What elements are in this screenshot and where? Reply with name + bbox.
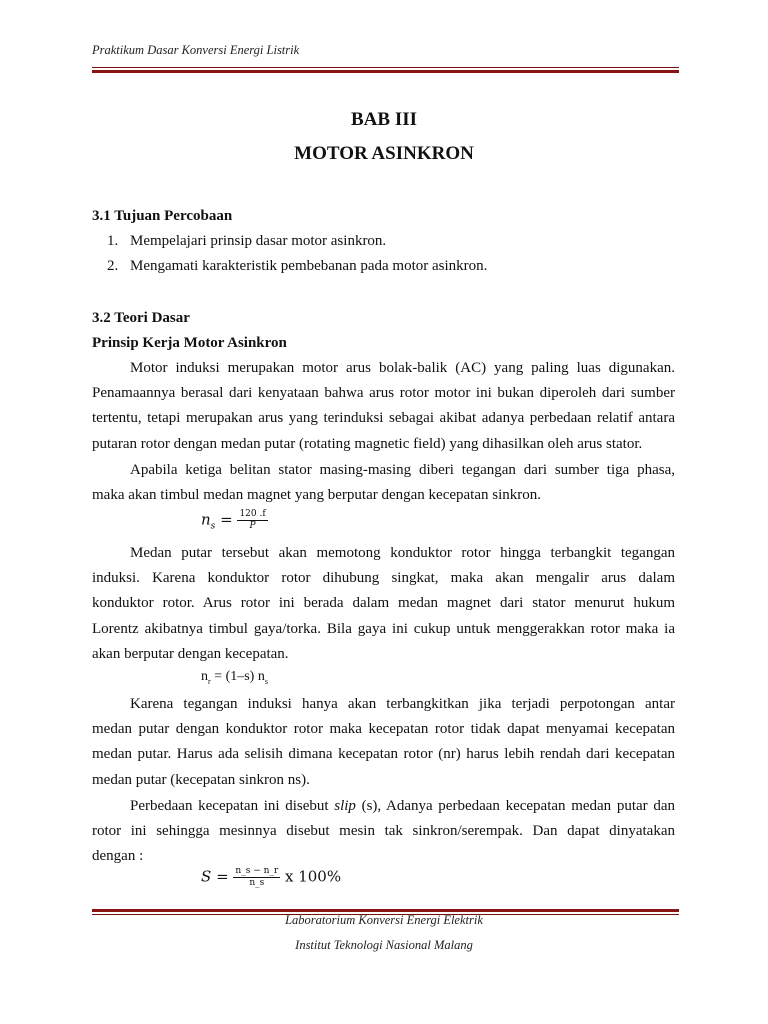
- formula-slip: S = $\frac{n\_s - n\_r}{n\_s}$ x 100%: [201, 866, 342, 888]
- footer-lab-name: Laboratorium Konversi Energi Elektrik: [285, 913, 483, 927]
- section-heading-tujuan: 3.1 Tujuan Percobaan: [92, 208, 233, 224]
- list-item: 2. Mengamati karakteristik pembebanan pada motor asinkron.: [107, 258, 488, 274]
- chapter-title: MOTOR ASINKRON: [294, 143, 474, 164]
- paragraph-5: Perbedaan kecepatan ini disebut slip (s), Adanya perbedaan kecepatan medan putar dan rotor ini sehingga mesinnya disebut mesin tak sinkron/serempak. Dan dapat dinyatakan dengan :: [92, 798, 675, 865]
- header-rule-thin: [92, 67, 679, 68]
- page-header: Praktikum Dasar Konversi Energi Listrik: [92, 43, 300, 57]
- chapter-number: BAB III: [351, 109, 417, 130]
- paragraph-2: Apabila ketiga belitan stator masing-masing diberi tegangan dari sumber tiga phasa, maka akan timbul medan magnet yang berputar dengan kecepatan sinkron.: [92, 462, 675, 504]
- paragraph-3: Medan putar tersebut akan memotong konduktor rotor hingga terbangkit tegangan induksi. Karena konduktor rotor dihubung singkat, maka akan mengalir arus dalam konduktor rotor. Arus rotor ini berada dalam medan magnet dari stator menurut hukum Lorentz akibatnya timbul gaya/torka. Bila gaya ini cukup untuk menggerakkan rotor maka ia akan berputar dengan kecepatan.: [92, 545, 675, 662]
- objectives-list: [107, 229, 487, 279]
- footer-rule-thick: [92, 909, 679, 912]
- formula-synchronous-speed: $n_s$ = $\frac{120 .f}{P}$: [201, 509, 266, 532]
- footer-institution: Institut Teknologi Nasional Malang: [295, 938, 473, 952]
- header-rule-thick: [92, 70, 679, 73]
- formula-rotor-speed: $n_r = (1-s)$ $n_s$: [201, 669, 268, 686]
- section-heading-teori: 3.2 Teori Dasar: [92, 310, 190, 326]
- list-item: 1. Mempelajari prinsip dasar motor asinkron.: [107, 233, 387, 249]
- subheading-prinsip-kerja: Prinsip Kerja Motor Asinkron: [92, 335, 287, 351]
- paragraph-4: Karena tegangan induksi hanya akan terbangkitkan jika terjadi perpotongan antar medan putar dengan konduktor rotor maka kecepatan rotor tidak dapat menyamai kecepatan medan putar. Harus ada selisih dimana kecepatan rotor (nr) harus lebih rendah dari kecepatan medan putar (kecepatan sinkron ns).: [92, 696, 675, 788]
- paragraph-1: Motor induksi merupakan motor arus bolak-balik (AC) yang paling luas digunakan. Penamaannya berasal dari kenyataan bahwa arus rotor motor ini bukan diperoleh dari sumber tertentu, tetapi merupakan arus yang terinduksi sebagai akibat adanya perbedaan relatif antara putaran rotor dengan medan putar (rotating magnetic field) yang dihasilkan oleh arus stator.: [92, 360, 675, 452]
